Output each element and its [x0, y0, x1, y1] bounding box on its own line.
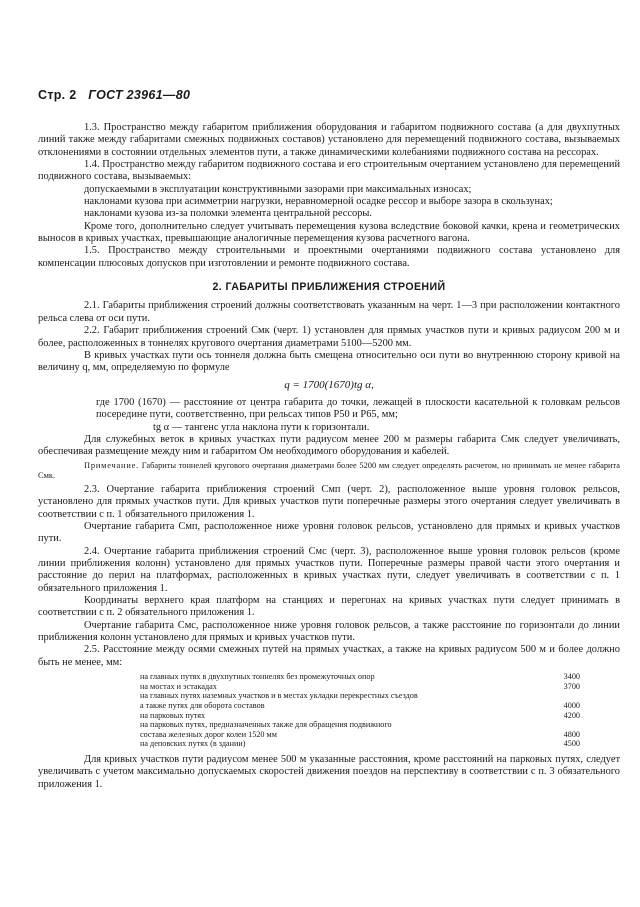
row-value: 4500	[563, 739, 580, 749]
row-value: 4200	[563, 710, 580, 720]
standard-code: ГОСТ 23961—80	[88, 88, 191, 102]
para-2-3: 2.3. Очертание габарита приближения строений Смп (черт. 2), расположенное выше уровня головок рельсов, установлено для прямых участков пути. Для кривых участков пути поперечные размеры этого очертания следует увеличивать в соответствии с п. 1 обязательного приложения 1.	[38, 484, 620, 520]
para-1-3: 1.3. Пространство между габаритом приближения оборудования и габаритом подвижного состава (а для двухпутных линий также между габаритами смежных подвижных составов) установлено для перемещений подвижного состава, вызываемых отклонениями в состоянии отдельных элементов пути, а также динамическими колебаниями подвижного состава на рессорах.	[38, 122, 620, 158]
row-value	[530, 720, 580, 730]
para-2-3-below: Очертание габарита Смп, расположенное ниже уровня головок рельсов, установлено для прямых и кривых участков пути.	[38, 521, 620, 545]
row-label: состава железных дорог колеи 1520 мм	[140, 729, 277, 739]
note-text: Габариты тоннелей кругового очертания диаметрами более 5200 мм следует определять расчетом, но принимать не менее габарита Смк.	[38, 460, 620, 480]
para-2-5: 2.5. Расстояние между осями смежных путей на прямых участках, а также на кривых радиусом 500 м и более должно быть не менее, мм:	[38, 644, 620, 668]
para-2-2-curves: В кривых участках пути ось тоннеля должна быть смещена относительно оси пути во внутреннюю сторону кривой на величину q, мм, определяемую по формуле	[38, 349, 620, 374]
note-label: Примечание.	[84, 460, 140, 470]
para-branch-lines: Для служебных веток в кривых участках пути радиусом менее 200 м размеры габарита Смк следует увеличивать, обеспечивая размещение между ним и габаритом Ом необходимого оборудования и кабелей.	[38, 433, 620, 458]
row-label: на главных путях в двухпутных тоннелях без промежуточных опор	[140, 672, 375, 682]
table-row	[140, 691, 580, 701]
para-1-4-item-2: наклонами кузова при асимметрии нагрузки, неравномерной осадке рессор и выборе зазора в скользунах;	[84, 196, 553, 208]
para-2-1: 2.1. Габариты приближения строений должны соответствовать указанным на черт. 1—3 при расположении контактного рельса слева от оси пути.	[38, 300, 620, 324]
table-row	[140, 711, 580, 721]
page-header	[38, 88, 190, 102]
row-label: на деповских путях (в здании)	[140, 739, 246, 749]
table-row	[140, 739, 580, 749]
distance-table	[140, 672, 580, 749]
row-value: 4800	[563, 729, 580, 739]
row-value: 3700	[563, 681, 580, 691]
row-value: 4000	[563, 700, 580, 710]
formula: q = 1700(1670)tg α,	[284, 378, 374, 391]
formula-where-1: где 1700 (1670) — расстояние от центра габарита до точки, лежащей в плоскости касательной к головкам рельсов посередине пути, соответственно, при рельсах типов Р50 и Р65, мм;	[96, 396, 620, 421]
para-1-4-item-3: наклонами кузова из-за поломки элемента центральной рессоры.	[84, 208, 372, 220]
table-row	[140, 720, 580, 730]
para-1-4: 1.4. Пространство между габаритом подвижного состава и его строительным очертанием установлено для перемещений подвижного состава, вызываемых:	[38, 159, 620, 183]
formula-where-2: tg α — тангенс угла наклона пути к горизонтали.	[153, 421, 370, 433]
table-row	[140, 701, 580, 711]
section-title: 2. ГАБАРИТЫ ПРИБЛИЖЕНИЯ СТРОЕНИЙ	[212, 281, 446, 294]
para-1-4-item-1: допускаемыми в эксплуатации конструктивными зазорами при максимальных износах;	[84, 183, 472, 195]
row-label: на мостах и эстакадах	[140, 681, 217, 691]
table-row	[140, 730, 580, 740]
row-label: на главных путях наземных участков и в местах укладки перекрестных съездов	[140, 691, 418, 701]
para-final: Для кривых участков пути радиусом менее 500 м указанные расстояния, кроме расстояний на парковых путях, следует увеличивать с учетом максимально допускаемых скоростей движения поездов на перспективу в соответствии с п. 3 обязательного приложения 1.	[38, 753, 620, 790]
row-label: на парковых путях, предназначенных также для обращения подвижного	[140, 720, 392, 730]
para-2-4-platforms: Координаты верхнего края платформ на станциях и перегонах на кривых участках пути следует принимать в соответствии с п. 2 обязательного приложения 1.	[38, 595, 620, 619]
row-value: 3400	[563, 672, 580, 682]
row-label: а также путях для оборота составов	[140, 700, 265, 710]
para-2-2: 2.2. Габарит приближения строений Смк (черт. 1) установлен для прямых участков пути и кривых радиусом 200 м и более, расположенных в тоннелях кругового очертания диаметрами 5100—5200 мм.	[38, 325, 620, 349]
table-row	[140, 682, 580, 692]
row-label: на парковых путях	[140, 710, 206, 720]
row-value	[530, 691, 580, 701]
para-2-4: 2.4. Очертание габарита приближения строений Смс (черт. 3), расположенное выше уровня головок рельсов (кроме линии приближения колонн) установлено для прямых участков пути. Поперечные размеры правой части этого очертания и расстояние до перил на платформах, расположенных в кривых участках пути, следует увеличивать в соответствии с п. 1 обязательного приложения 1.	[38, 545, 620, 594]
para-1-5: 1.5. Пространство между строительными и проектными очертаниями подвижного состава установлено для компенсации плюсовых допусков при изготовлении и ремонте подвижного состава.	[38, 245, 620, 269]
note	[38, 461, 620, 481]
table-row	[140, 672, 580, 682]
para-1-4-extra: Кроме того, дополнительно следует учитывать перемещения кузова вследствие боковой качки, крена и геометрических выносов в кривых участках, превышающие аналогичные перемещения кузова расчетного вагона.	[38, 220, 620, 245]
para-2-4-below: Очертание габарита Смс, расположенное ниже уровня головок рельсов, а также расстояние по горизонтали до линии приближения колонн установлено для прямых и кривых участков пути.	[38, 619, 620, 644]
page-body	[38, 122, 620, 791]
page-number: Стр. 2	[38, 88, 77, 102]
